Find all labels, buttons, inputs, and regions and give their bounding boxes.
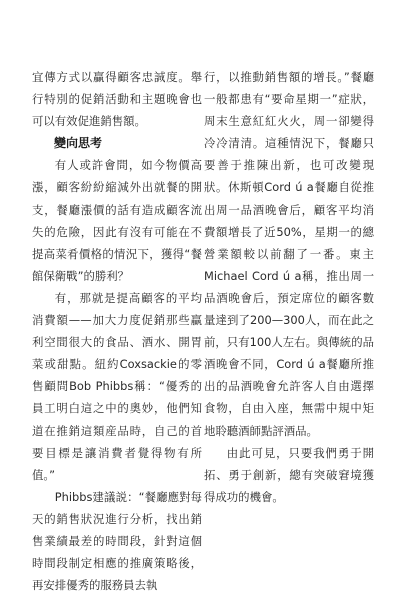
body-paragraph: 有，那就是提高顧客的平均消費額——加大力度促銷那些贏利空間很大的食品、酒水、開胃菜或甜點。紐約Coxsackie的零售顧問Bob Phibbs稱：“優秀的員工明白這之中的奧妙，他們知道在推銷這類産品時，自己的首要目標是讓消費者覺得物有所值。” (32, 290, 202, 482)
closing-paragraph: 由此可見，只要我們勇于開拓、勇于創新，總有突破窘境獲得成功的機會。 (204, 445, 374, 504)
body-paragraph: 行，以推動銷售額的增長。”餐廳一般都患有“要命星期一”症狀，周末生意紅紅火火，周一卻變得冷冷清清。這種情況下，餐廳只要善于推陳出新，也可改變現狀。休斯頓Cord ú a餐廳自從推出周一品酒晚會后，顧客平均消費額增長了近50%，星期一的總營業額較以前翻了一番。東主Michael Cord ú a稱，推出周一品酒晚會后，預定席位的顧客數量達到了200—300人，而在此之前，只有100人左右。與傳統的品酒晚會不同，Cord ú a餐廳所推出的品酒晚會允許客人自由選擇食物，自由入座，無需中規中矩地聆聽酒師點評酒品。 (204, 70, 374, 438)
body-paragraph: 有人或許會問，如今物價高漲，顧客紛紛縮減外出就餐的開支，餐廳漲價的話有造成顧客流失的危險，因此有沒有可能在不提高菜肴價格的情況下，獲得“餐館保衛戰”的勝利？ (32, 158, 202, 283)
section-heading: 變向思考 (54, 136, 103, 151)
intro-paragraph: 宜傳方式以贏得顧客忠誠度。舉行特別的促銷活動和主題晚會也可以有效促進銷售額。 (32, 70, 202, 129)
body-paragraph: Phibbs建議説：“餐廳應對每天的銷售狀況進行分析，找出銷售業績最差的時間段，針對這個時間段制定相應的推廣策略後，再安排優秀的服務員去執 (32, 489, 202, 593)
right-column (204, 66, 374, 508)
left-column (32, 66, 202, 596)
